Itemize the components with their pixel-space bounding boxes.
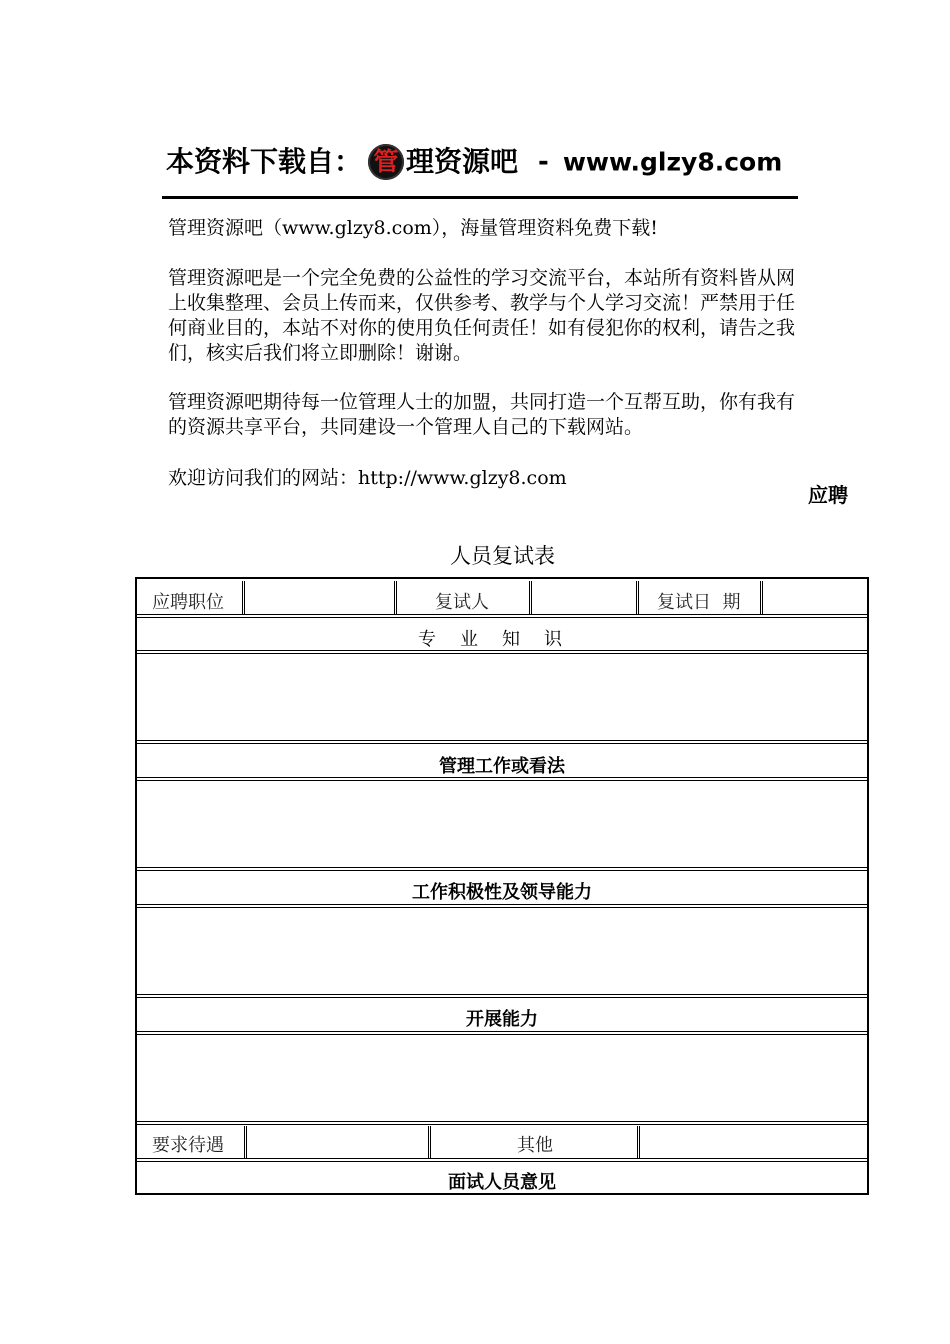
section-management-header: 管理工作或看法 (439, 756, 565, 777)
development-field[interactable] (137, 1035, 867, 1121)
row-divider (137, 614, 867, 618)
row-divider (137, 994, 867, 998)
info-row (137, 579, 867, 617)
intro-paragraph-4[interactable]: 欢迎访问我们的网站：http://www.glzy8.com (168, 467, 567, 489)
divider (428, 1126, 431, 1158)
interview-form (135, 577, 869, 1195)
management-field[interactable] (137, 781, 867, 867)
salary-row (137, 1124, 867, 1160)
position-label: 应聘职位 (152, 592, 224, 613)
intro-paragraph-3: 管理资源吧期待每一位管理人士的加盟，共同打造一个互帮互助，你有我有的资源共享平台，共同建设一个管理人自己的下载网站。 (168, 391, 796, 438)
header-label: 应聘 (808, 483, 848, 507)
divider (242, 581, 245, 615)
position-field[interactable] (247, 581, 393, 613)
download-banner (166, 138, 806, 188)
row-divider (137, 740, 867, 744)
divider (244, 1126, 247, 1158)
banner-prefix: 本资料下载自： (166, 145, 363, 178)
banner-site-link[interactable]: www.glzy8.com (562, 147, 783, 177)
initiative-field[interactable] (137, 908, 867, 994)
date-field[interactable] (765, 581, 865, 613)
other-field[interactable] (642, 1126, 865, 1156)
divider (637, 1126, 640, 1158)
row-divider (137, 867, 867, 871)
knowledge-field[interactable] (137, 654, 867, 740)
banner-dash: - (538, 147, 549, 177)
salary-field[interactable] (249, 1126, 427, 1156)
form-title: 人员复试表 (450, 544, 555, 568)
logo-badge-icon: 管 (368, 144, 404, 180)
intro-paragraph-2: 管理资源吧是一个完全免费的公益性的学习交流平台，本站所有资料皆从网上收集整理、会员上传而来，仅供参考、教学与个人学习交流！严禁用于任何商业目的，本站不对你的使用负任何责任！如有侵犯你的权利，请告之我们，核实后我们将立即删除！谢谢。 (168, 267, 796, 364)
date-label: 复试日 期 (657, 592, 741, 613)
banner-divider (162, 196, 798, 199)
other-label: 其他 (517, 1135, 553, 1156)
row-divider (137, 1158, 867, 1162)
divider (529, 581, 532, 615)
section-opinion-header: 面试人员意见 (448, 1172, 556, 1193)
section-development-header: 开展能力 (466, 1009, 538, 1030)
divider (636, 581, 639, 615)
interviewer-field[interactable] (534, 581, 635, 613)
divider (760, 581, 763, 615)
interviewer-label: 复试人 (435, 592, 489, 613)
intro-paragraph-1: 管理资源吧（www.glzy8.com），海量管理资料免费下载! (168, 217, 658, 239)
section-knowledge-header: 专业知识 (418, 629, 586, 650)
salary-label: 要求待遇 (152, 1135, 224, 1156)
banner-name: 理资源吧 (406, 145, 519, 178)
section-initiative-header: 工作积极性及领导能力 (412, 882, 592, 903)
divider (394, 581, 397, 615)
